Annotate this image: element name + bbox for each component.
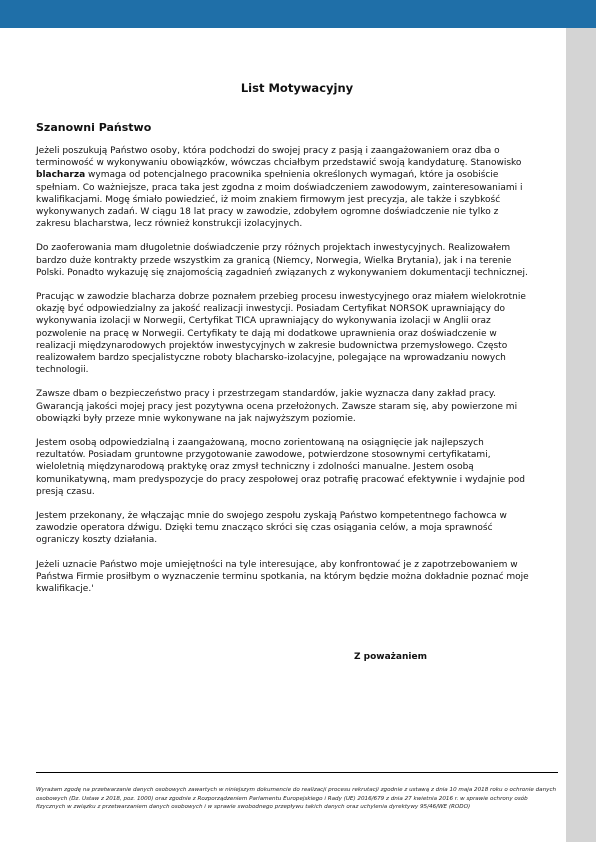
paragraph-2: Do zaoferowania mam długoletnie doświadczenie przy różnych projektach inwestycyjnych. Realizowałem bardzo duże kontrakty przede wszystkim za granicą (Niemcy, Norwegia, Wielka Brytania), jak i na terenie Polski. Ponadto wykazuję się znajomością zagadnień związanych z wykonywaniem dokumentacji technicznej. — [36, 243, 528, 278]
paragraph-1-bold-term: blacharza — [36, 170, 86, 181]
footer-divider — [36, 772, 558, 773]
right-side-bar — [566, 28, 596, 842]
paragraph-5: Jestem osobą odpowiedzialną i zaangażowaną, mocno zorientowaną na osiągnięcie jak najlepszych rezultatów. Posiadam gruntowne przygotowanie zawodowe, potwierdzone stosownymi certyfikatami, wieloletnią międzynarodową praktykę oraz zmysł techniczny i zdolności manualne. Jestem osobą komunikatywną, mam predyspozycje do pracy zespołowej oraz potrafię pracować efektywnie i wydajnie pod presją czasu. — [36, 438, 525, 497]
paragraph-4: Zawsze dbam o bezpieczeństwo pracy i przestrzegam standardów, jakie wyznacza dany zakład pracy. Gwarancją jakości mojej pracy jest pozytywna ocena przełożonych. Zawsze staram się, aby powierzone mi obowiązki były przeze mnie wykonywane na jak najwyższym poziomie. — [36, 389, 518, 424]
letter-closing: Z poważaniem — [354, 652, 427, 662]
paragraph-1-text-b: wymaga od potencjalnego pracownika spełnienia określonych wymagań, które ja osobiście spełniam. Co ważniejsze, praca taka jest zgodna z moim doświadczeniem zawodowym, zainteresowaniami i kwalifikacjami. Mogę śmiało powiedzieć, iż moim znakiem firmowym jest precyzja, ale także i szybkość wykonywanych zadań. W ciągu 18 lat pracy w zawodzie, zdobyłem ogromne doświadczenie nie tylko z zakresu blacharstwa, lecz również konstrukcji izolacyjnych. — [36, 170, 523, 230]
paragraph-7: Jeżeli uznacie Państwo moje umiejętności na tyle interesujące, aby konfrontować je z zapotrzebowaniem w Państwa Firmie prosiłbym o wyznaczenie terminu spotkania, na którym będzie można dokładnie poznać moje kwalifikacje.' — [36, 559, 529, 595]
paragraph-1 — [36, 145, 536, 230]
letter-body — [36, 145, 536, 607]
paragraph-6: Jestem przekonany, że włączając mnie do swojego zespołu zyskają Państwo kompetentnego fachowca w zawodzie operatora dźwigu. Dzięki temu znacząco skróci się czas osiągania celów, a moja sprawność ograniczy koszty działania. — [36, 511, 507, 546]
header-accent-bar — [0, 0, 596, 28]
paragraph-3: Pracując w zawodzie blacharza dobrze poznałem przebieg procesu inwestycyjnego oraz miałem wielokrotnie okazję być odpowiedzialny za jakość realizacji inwestycji. Posiadam Certyfikat NORSOK uprawniający do wykonywania izolacji w Norwegii, Certyfikat TICA uprawniający do wykonywania izolacji w Anglii oraz pozwolenie na pracę w Norwegii. Certyfikaty te dają mi dodatkowe uprawnienia oraz doświadczenie w realizacji międzynarodowych projektów inwestycyjnych w zakresie budownictwa przemysłowego. Często realizowałem bardzo specjalistyczne roboty blacharsko-izolacyjne, polegające na wprowadzaniu nowych technologii. — [36, 292, 526, 376]
gdpr-consent-clause: Wyrażam zgodę na przetwarzanie danych osobowych zawartych w niniejszym dokumencie do realizacji procesu rekrutacji zgodnie z ustawą z dnia 10 maja 2018 roku o ochronie danych osobowych (Dz. Ustaw z 2018, poz. 1000) oraz zgodnie z Rozporządzeniem Parlamentu Europejskiego i Rady (UE) 2016/679 z dnia 27 kwietnia 2016 r. w sprawie ochrony osób fizycznych w związku z przetwarzaniem danych osobowych i w sprawie swobodnego przepływu takich danych oraz uchylenia dyrektywy 95/46/WE (RODO) — [36, 787, 557, 811]
paragraph-1-text-a: Jeżeli poszukują Państwo osoby, która podchodzi do swojej pracy z pasją i zaangażowaniem oraz dba o terminowość w wykonywaniu obowiązków, wówczas chciałbym przedstawić swoją kandydaturę. Stanowisko — [36, 146, 522, 169]
letter-greeting: Szanowni Państwo — [36, 121, 152, 134]
letter-title: List Motywacyjny — [240, 81, 354, 95]
